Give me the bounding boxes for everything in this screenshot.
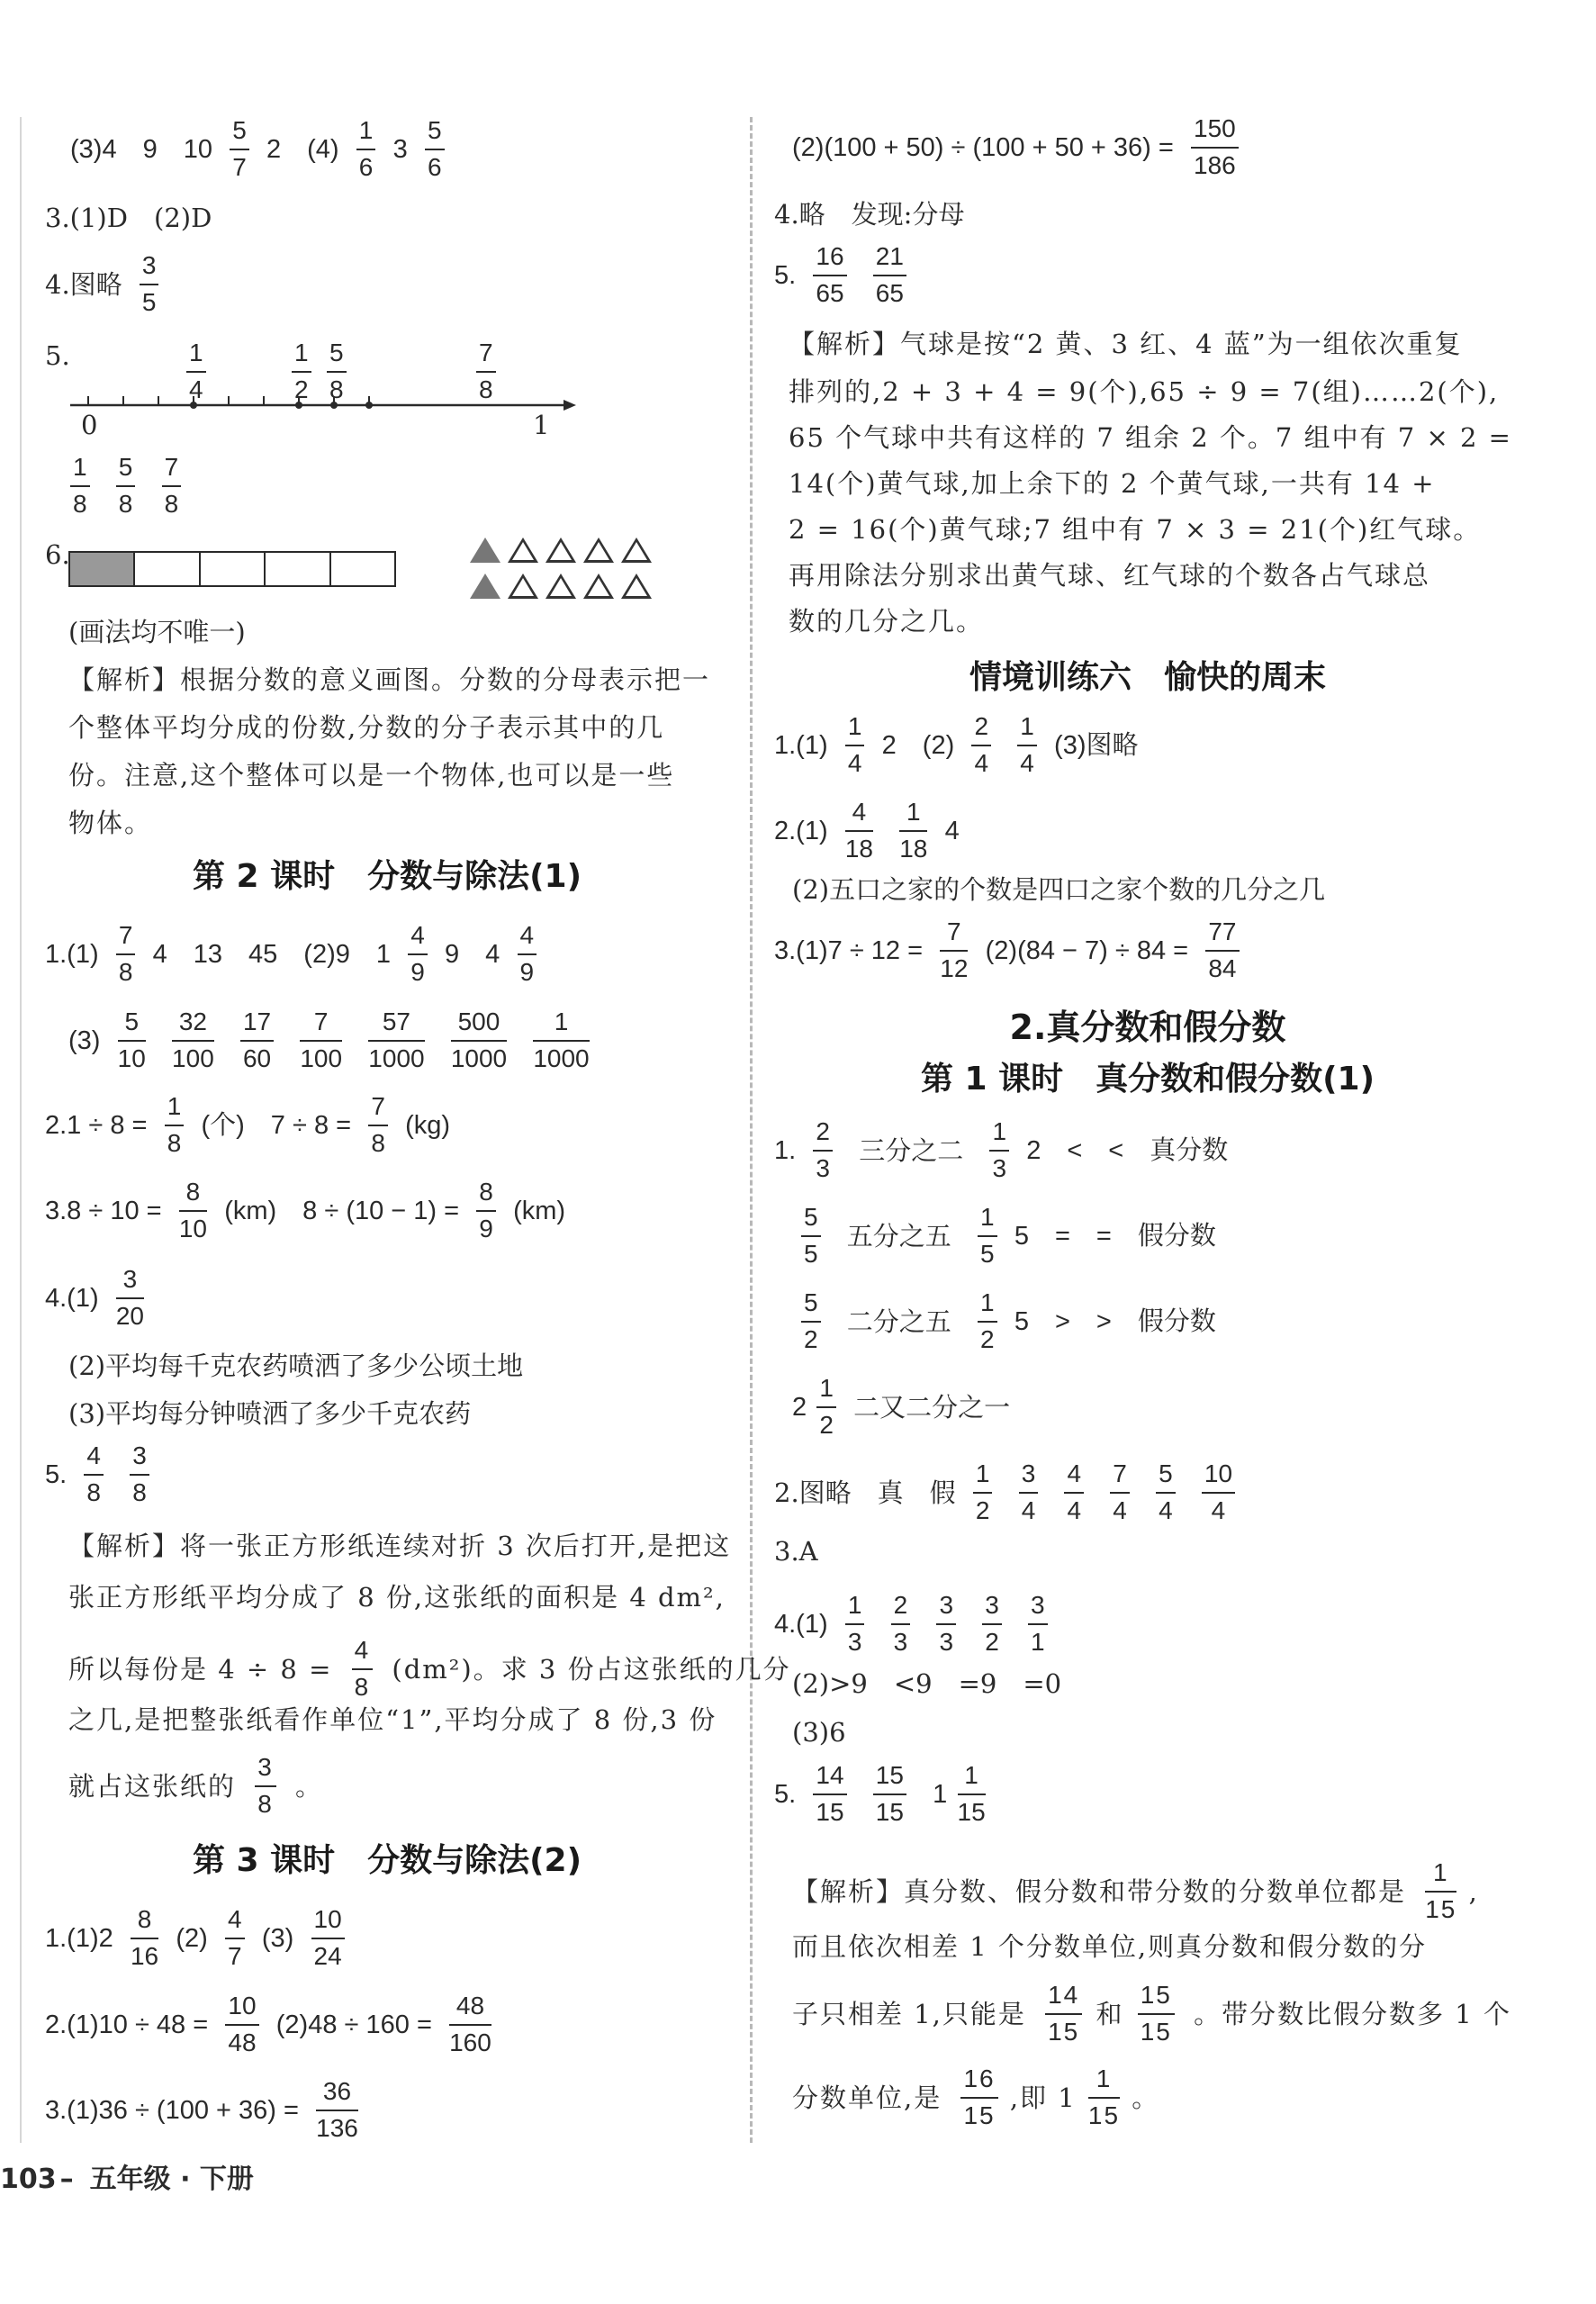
s2-line: 4.略 发现:分母	[774, 199, 965, 230]
fraction-1-4: $\frac{1}{4}$	[186, 338, 206, 405]
fraction: $\frac{3}{5}$	[140, 250, 159, 318]
analysis-line: 【解析】真分数、假分数和带分数的分数单位都是 $\frac{1}{15}$ ,	[792, 1858, 1479, 1923]
tick-label-1: 1	[533, 410, 550, 440]
triangle-icon	[583, 538, 614, 563]
q1-line: 1.(1) $\frac{7}{8}$ 4 13 45 (2)9 1 $\frac{4}{9}$ 9 4 $\frac{4}{9}$	[45, 920, 546, 988]
u1-line: 1. $\frac{2}{3}$ 三分之二 $\frac{1}{3}$ 2 < < 真分数	[774, 1117, 1229, 1182]
q5-line: 5. $\frac{4}{8}$ $\frac{3}{8}$	[45, 1441, 158, 1508]
answer-5-label: 5.	[45, 340, 70, 371]
fraction: $\frac{5}{6}$	[425, 115, 445, 183]
analysis-line: 【解析】将一张正方形纸连续对折 3 次后打开,是把这	[68, 1531, 732, 1561]
analysis-line: 【解析】根据分数的意义画图。分数的分母表示把一	[68, 664, 711, 695]
analysis-line: 之几,是把整张纸看作单位“1”,平均分成了 8 份,3 份	[68, 1704, 717, 1735]
fraction: $\frac{5}{7}$	[230, 115, 249, 183]
triangle-icon	[621, 538, 652, 563]
u4-2-line: (2)>9 <9 =9 =0	[792, 1668, 1062, 1699]
answer-5-fractions: $\frac{1}{8}$ $\frac{5}{8}$ $\frac{7}{8}$	[61, 452, 190, 520]
q3-line: 3.8 ÷ 10 = $\frac{8}{10}$ (km) 8 ÷ (10 − 1) = $\frac{8}{9}$ (km)	[45, 1178, 566, 1242]
triangle-icon	[508, 574, 538, 599]
fraction-1-2: $\frac{1}{2}$	[292, 338, 311, 405]
section-heading: 第 2 课时 分数与除法(1)	[192, 858, 582, 895]
answer-4: 4.图略 $\frac{3}{5}$	[45, 250, 167, 318]
r1-line: 1.(1)2 $\frac{8}{16}$ (2) $\frac{4}{7}$ (3) $\frac{10}{24}$	[45, 1904, 354, 1972]
t1-line: 1.(1) $\frac{1}{4}$ 2 (2) $\frac{2}{4}$ $\frac{1}{4}$ (3)图略	[774, 712, 1139, 777]
analysis-line: 65 个气球中共有这样的 7 组余 2 个。7 组中有 7 × 2 =	[789, 422, 1512, 453]
analysis-line: 排列的,2 + 3 + 4 = 9(个),65 ÷ 9 = 7(组)……2(个),	[789, 376, 1500, 407]
s1-line: (2)(100 + 50) ÷ (100 + 50 + 36) = $\frac{150}{186}$	[792, 113, 1248, 181]
fraction-5-8: $\frac{5}{8}$	[327, 338, 347, 405]
analysis-line: 个整体平均分成的份数,分数的分子表示其中的几	[68, 712, 665, 743]
answer-6-label: 6.	[45, 539, 70, 570]
triangle-shaded-icon	[470, 574, 500, 599]
r2-line: 2.(1)10 ÷ 48 = $\frac{10}{48}$ (2)48 ÷ 160 = $\frac{48}{160}$	[45, 1992, 491, 2056]
r3-line: 3.(1)36 ÷ (100 + 36) = $\frac{36}{136}$	[45, 2077, 358, 2142]
analysis-line: 分数单位,是 $\frac{16}{15}$ ,即 1 $\frac{1}{15}$ 。	[792, 2065, 1160, 2129]
analysis-line: 14(个)黄气球,加上余下的 2 个黄气球,一共有 14 +	[789, 468, 1436, 499]
t3-line: 3.(1)7 ÷ 12 = $\frac{7}{12}$ (2)(84 − 7) ÷ 84 = $\frac{77}{84}$	[774, 917, 1249, 984]
answer-3: 3.(1)D (2)D	[45, 203, 212, 233]
section-heading: 情境训练六 愉快的周末	[969, 659, 1326, 696]
column-divider	[750, 117, 753, 2143]
analysis-line: 份。注意,这个整体可以是一个物体,也可以是一些	[68, 760, 675, 791]
analysis-line: 2 = 16(个)黄气球;7 组中有 7 × 3 = 21(个)红气球。	[789, 514, 1482, 545]
u4-line: 4.(1) $\frac{1}{3}$ $\frac{2}{3}$ $\frac{3}{3}$ $\frac{3}{2}$ $\frac{3}{1}$	[774, 1590, 1057, 1658]
section-heading: 第 3 课时 分数与除法(2)	[192, 1842, 582, 1879]
analysis-line: 子只相差 1,只能是 $\frac{14}{15}$ 和 $\frac{15}{15}$ 。带分数比假分数多 1 个	[792, 1981, 1511, 2046]
answer-line-3-4: (3)4 9 10 $\frac{5}{7}$ 2 (4) $\frac{1}{6}$ 3 $\frac{5}{6}$	[70, 115, 454, 183]
triangle-icon	[546, 538, 576, 563]
q2-line: 2.1 ÷ 8 = $\frac{1}{8}$ (个) 7 ÷ 8 = $\frac{7}{8}$ (kg)	[45, 1092, 451, 1157]
u1-line-2: $\frac{5}{5}$ 五分之五 $\frac{1}{5}$ 5 = = 假分数	[792, 1202, 1216, 1269]
triangle-icon	[508, 538, 538, 563]
analysis-line: 数的几分之几。	[789, 606, 985, 637]
grade-label: 五年级 · 下册	[89, 2164, 254, 2195]
q4-line: 4.(1) $\frac{3}{20}$	[45, 1265, 145, 1330]
section-heading: 第 1 课时 真分数和假分数(1)	[920, 1061, 1375, 1098]
fraction-7-8: $\frac{7}{8}$	[476, 338, 496, 405]
u1-line-3: $\frac{5}{2}$ 二分之五 $\frac{1}{2}$ 5 > > 假分数	[792, 1288, 1216, 1355]
u5-line: 5. $\frac{14}{15}$ $\frac{15}{15}$ 1 $\frac{1}{15}$	[774, 1761, 986, 1826]
analysis-line: 【解析】气球是按“2 黄、3 红、4 蓝”为一组依次重复	[789, 329, 1463, 359]
point-7-8	[365, 402, 373, 409]
analysis-line: 而且依次相差 1 个分数单位,则真分数和假分数的分	[792, 1931, 1428, 1962]
analysis-line: 再用除法分别求出黄气球、红气球的个数各占气球总	[789, 560, 1431, 591]
triangle-shaded-icon	[470, 538, 500, 563]
chapter-heading: 2.真分数和假分数	[1009, 1007, 1286, 1047]
triangle-icon	[546, 574, 576, 599]
u2-line: 2.图略 真 假 $\frac{1}{2}$ $\frac{3}{4}$ $\frac{4}{4}$ $\frac{7}{4}$ $\frac{5}{4}$ $\frac{10}{4}$	[774, 1459, 1244, 1526]
footer-dash: –	[59, 2164, 74, 2195]
u3-line: 3.A	[774, 1536, 818, 1567]
t2-line: 2.(1) $\frac{4}{18}$ $\frac{1}{18}$ 4	[774, 798, 960, 863]
u1-line-4: 2 $\frac{1}{2}$ 二又二分之一	[792, 1374, 1011, 1439]
q1-3-line: (3) $\frac{5}{10}$ $\frac{32}{100}$ $\frac{17}{60}$ $\frac{7}{100}$ $\frac{57}{1000}$ $\frac{500}{1000}$ $\frac{1}{1000}$	[68, 1007, 590, 1072]
u4-3-line: (3)6	[792, 1717, 846, 1748]
analysis-line: 所以每份是 4 ÷ 8 = $\frac{4}{8}$ (dm²)。求 3 份占这张纸的几分	[68, 1636, 791, 1701]
triangle-diagram	[470, 538, 659, 602]
analysis-line: 就占这张纸的 $\frac{3}{8}$ 。	[68, 1753, 324, 1818]
analysis-line: 张正方形纸平均分成了 8 份,这张纸的面积是 4 dm²,	[68, 1582, 726, 1613]
triangle-icon	[583, 574, 614, 599]
tick-label-0: 0	[81, 410, 98, 440]
s3-line: 5. $\frac{16}{65}$ $\frac{21}{65}$	[774, 241, 915, 309]
q4-2-line: (2)平均每千克农药喷洒了多少公顷土地	[68, 1351, 524, 1381]
t2-2-line: (2)五口之家的个数是四口之家个数的几分之几	[792, 874, 1326, 905]
left-margin-rule	[20, 117, 22, 2143]
page-number: 103	[0, 2164, 57, 2195]
q4-3-line: (3)平均每分钟喷洒了多少千克农药	[68, 1398, 472, 1429]
triangle-icon	[621, 574, 652, 599]
answer-6-note: (画法均不唯一)	[68, 617, 246, 647]
page-footer	[0, 2156, 254, 2196]
analysis-line: 物体。	[68, 808, 153, 838]
fraction-bar-diagram	[68, 551, 396, 587]
fraction: $\frac{1}{6}$	[356, 115, 376, 183]
